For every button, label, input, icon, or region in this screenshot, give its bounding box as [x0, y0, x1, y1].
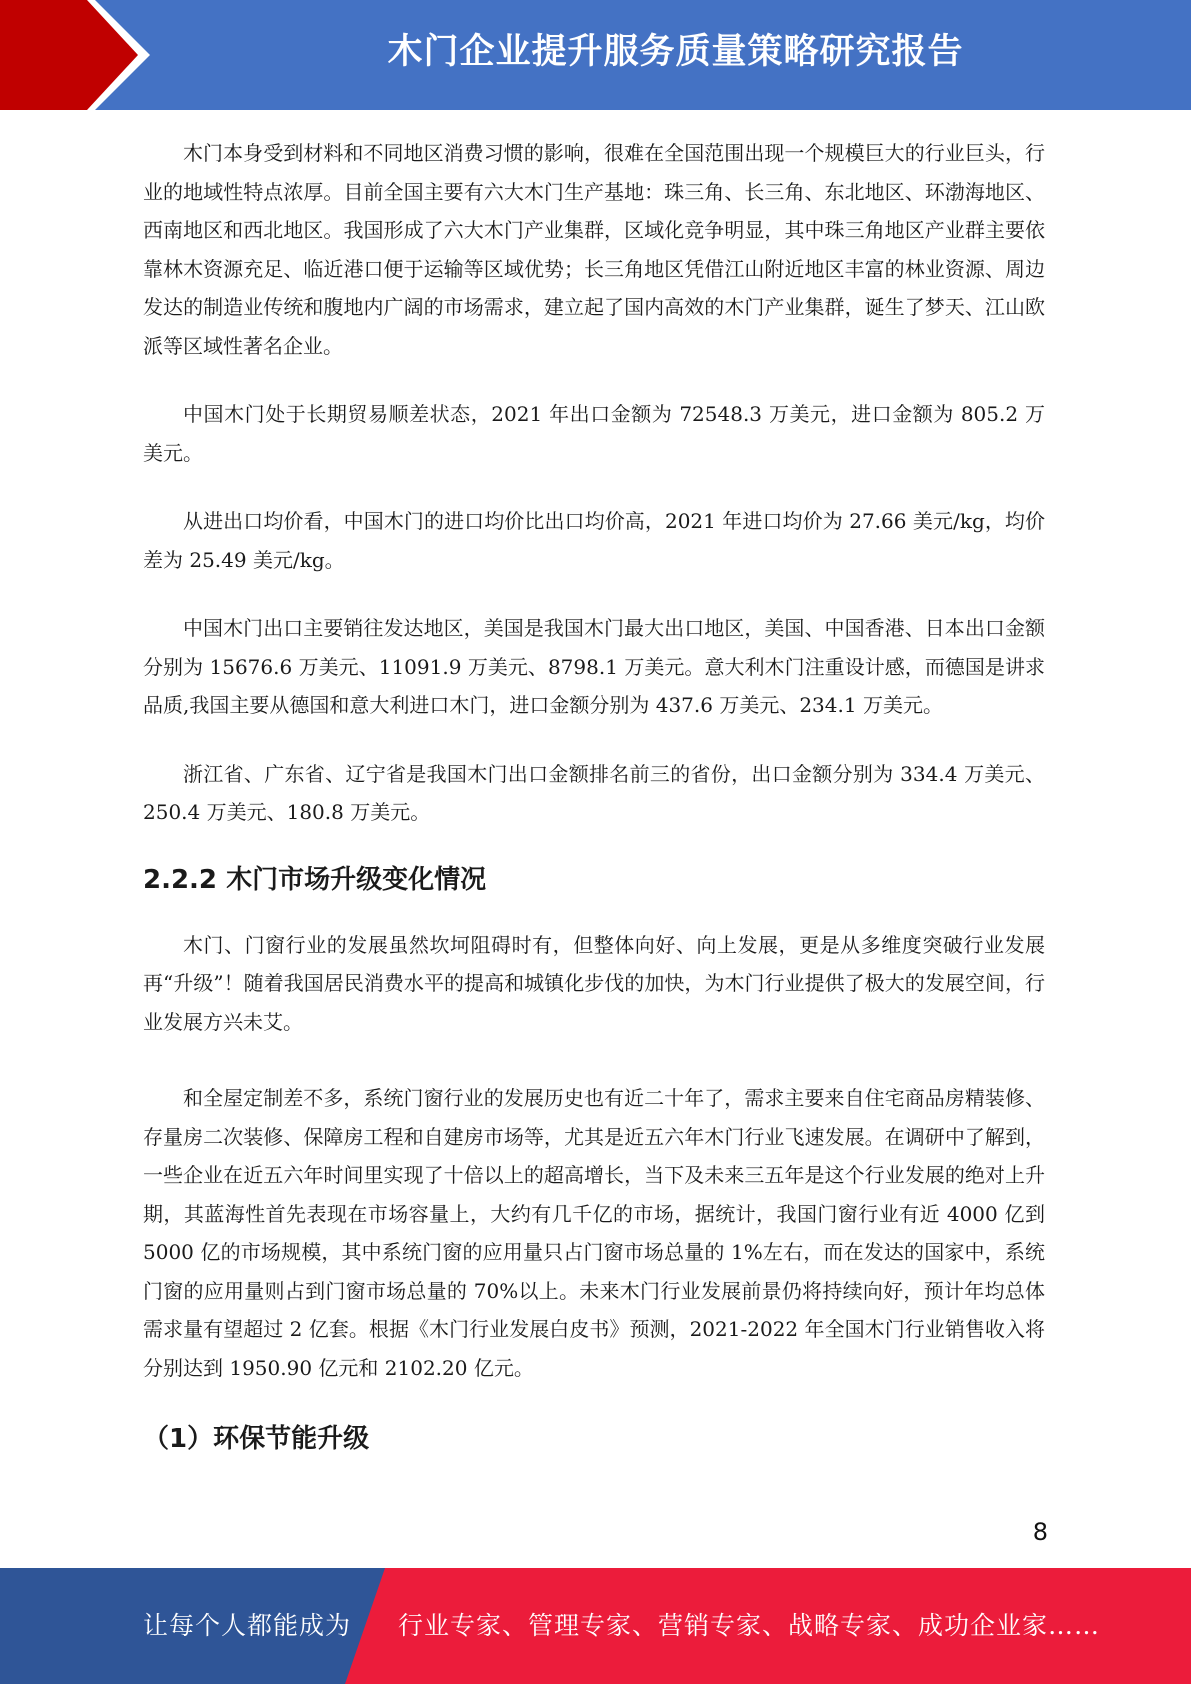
- document-body: [143, 134, 1045, 1457]
- section-heading: 2.2.2 木门市场升级变化情况: [143, 864, 487, 895]
- footer-slogan-right: 行业专家、管理专家、营销专家、战略专家、成功企业家……: [398, 1611, 1101, 1640]
- paragraph: 中国木门出口主要销往发达地区，美国是我国木门最大出口地区，美国、中国香港、日本出口金额分别为 15676.6 万美元、11091.9 万美元、8798.1 万美元。意大利木门注重设计感，而德国是讲求品质,我国主要从德国和意大利进口木门，进口金额分别为 437.6 万美元、234.1 万美元。: [143, 616, 1045, 717]
- page-number: 8: [1032, 1518, 1048, 1546]
- paragraph: 木门、门窗行业的发展虽然坎坷阻碍时有，但整体向好、向上发展，更是从多维度突破行业发展再“升级”！随着我国居民消费水平的提高和城镇化步伐的加快，为木门行业提供了极大的发展空间，行业发展方兴未艾。: [143, 932, 1045, 1034]
- paragraph: 从进出口均价看，中国木门的进口均价比出口均价高，2021 年进口均价为 27.66 美元/kg，均价差为 25.49 美元/kg。: [143, 509, 1045, 572]
- report-title: 木门企业提升服务质量策略研究报告: [387, 32, 964, 72]
- page-header: [0, 0, 1191, 110]
- paragraph: 和全屋定制差不多，系统门窗行业的发展历史也有近二十年了，需求主要来自住宅商品房精装修、存量房二次装修、保障房工程和自建房市场等，尤其是近五六年木门行业飞速发展。在调研中了解到，一些企业在近五六年时间里实现了十倍以上的超高增长，当下及未来三五年是这个行业发展的绝对上升期，其蓝海性首先表现在市场容量上，大约有几千亿的市场，据统计，我国门窗行业有近 4000 亿到 5000 亿的市场规模，其中系统门窗的应用量只占门窗市场总量的 1%左右，而在发达的国家中，系统门窗的应用量则占到门窗市场总量的 70%以上。未来木门行业发展前景仍将持续向好，预计年均总体需求量有望超过 2 亿套。根据《木门行业发展白皮书》预测，2021-2022 年全国木门行业销售收入将分别达到 1950.90 亿元和 2102.20 亿元。: [143, 1086, 1045, 1380]
- paragraph: 木门本身受到材料和不同地区消费习惯的影响，很难在全国范围出现一个规模巨大的行业巨头，行业的地域性特点浓厚。目前全国主要有六大木门生产基地：珠三角、长三角、东北地区、环渤海地区、西南地区和西北地区。我国形成了六大木门产业集群，区域化竞争明显，其中珠三角地区产业群主要依靠林木资源充足、临近港口便于运输等区域优势；长三角地区凭借江山附近地区丰富的林业资源、周边发达的制造业传统和腹地内广阔的市场需求，建立起了国内高效的木门产业集群，诞生了梦天、江山欧派等区域性著名企业。: [143, 141, 1045, 358]
- footer-slogan-left: 让每个人都能成为: [143, 1611, 352, 1640]
- paragraph: 中国木门处于长期贸易顺差状态，2021 年出口金额为 72548.3 万美元，进口金额为 805.2 万美元。: [143, 402, 1045, 465]
- header-red-chevron: [0, 0, 138, 110]
- page-footer: [0, 1568, 1191, 1684]
- paragraph: 浙江省、广东省、辽宁省是我国木门出口金额排名前三的省份，出口金额分别为 334.4 万美元、250.4 万美元、180.8 万美元。: [143, 761, 1045, 824]
- subsection-heading: （1）环保节能升级: [143, 1424, 370, 1454]
